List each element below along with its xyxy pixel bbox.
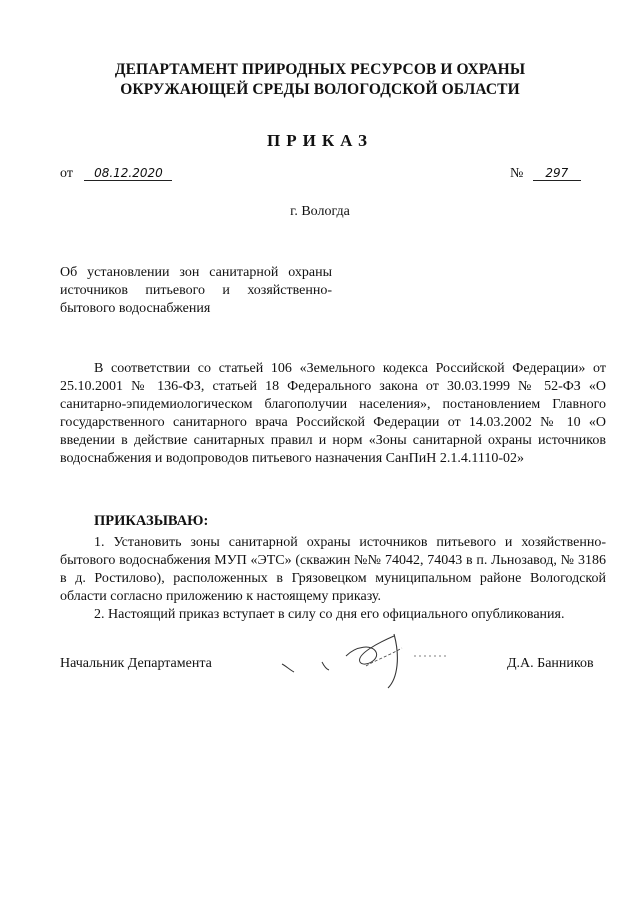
department-header	[0, 60, 640, 100]
order-item-2: 2. Настоящий приказ вступает в силу со дня его официального опубликования.	[94, 607, 565, 622]
number-label: №	[510, 166, 524, 181]
order-title: ПРИКАЗ	[267, 131, 373, 150]
legal-basis-paragraph: В соответствии со статьей 106 «Земельного кодекса Российской Федерации» от 25.10.2001 № 136-ФЗ, статьей 18 Федерального закона от 30.03.1999 № 52-ФЗ «О санитарно-эпидемиологическом благополучии населения», постановлением Главного государственного санитарного врача Российской Федерации от 14.03.2002 № 10 «О введении в действие санитарных правил и норм «Зоны санитарной охраны источников водоснабжения и водопроводов питьевого назначения СанПиН 2.1.4.1110-02»	[60, 361, 606, 466]
order-date	[60, 166, 172, 182]
date-value: 08.12.2020	[84, 166, 172, 181]
number-value: 297	[533, 166, 581, 181]
order-directive-word: ПРИКАЗЫВАЮ:	[94, 513, 209, 529]
order-number	[510, 166, 581, 182]
order-subject: Об установлении зон санитарной охраны источников питьевого и хозяйственно-бытового водоснабжения	[60, 265, 332, 316]
signatory-name: Д.А. Банников	[507, 656, 594, 671]
order-items	[60, 534, 606, 624]
handwritten-signature	[276, 626, 456, 690]
signatory-position: Начальник Департамента	[60, 656, 212, 671]
city: г. Вологда	[290, 204, 350, 219]
order-item-1: 1. Установить зоны санитарной охраны источников питьевого и хозяйственно-бытового водоснабжения МУП «ЭТС» (скважин №№ 74042, 74043 в п. Льнозавод, № 3186 в д. Ростилово), расположенных в Грязовецком муниципальном районе Вологодской области согласно приложению к настоящему приказу.	[60, 535, 606, 604]
date-label: от	[60, 166, 73, 181]
header-line-2: ОКРУЖАЮЩЕЙ СРЕДЫ ВОЛОГОДСКОЙ ОБЛАСТИ	[120, 81, 520, 98]
header-line-1: ДЕПАРТАМЕНТ ПРИРОДНЫХ РЕСУРСОВ И ОХРАНЫ	[114, 61, 526, 78]
